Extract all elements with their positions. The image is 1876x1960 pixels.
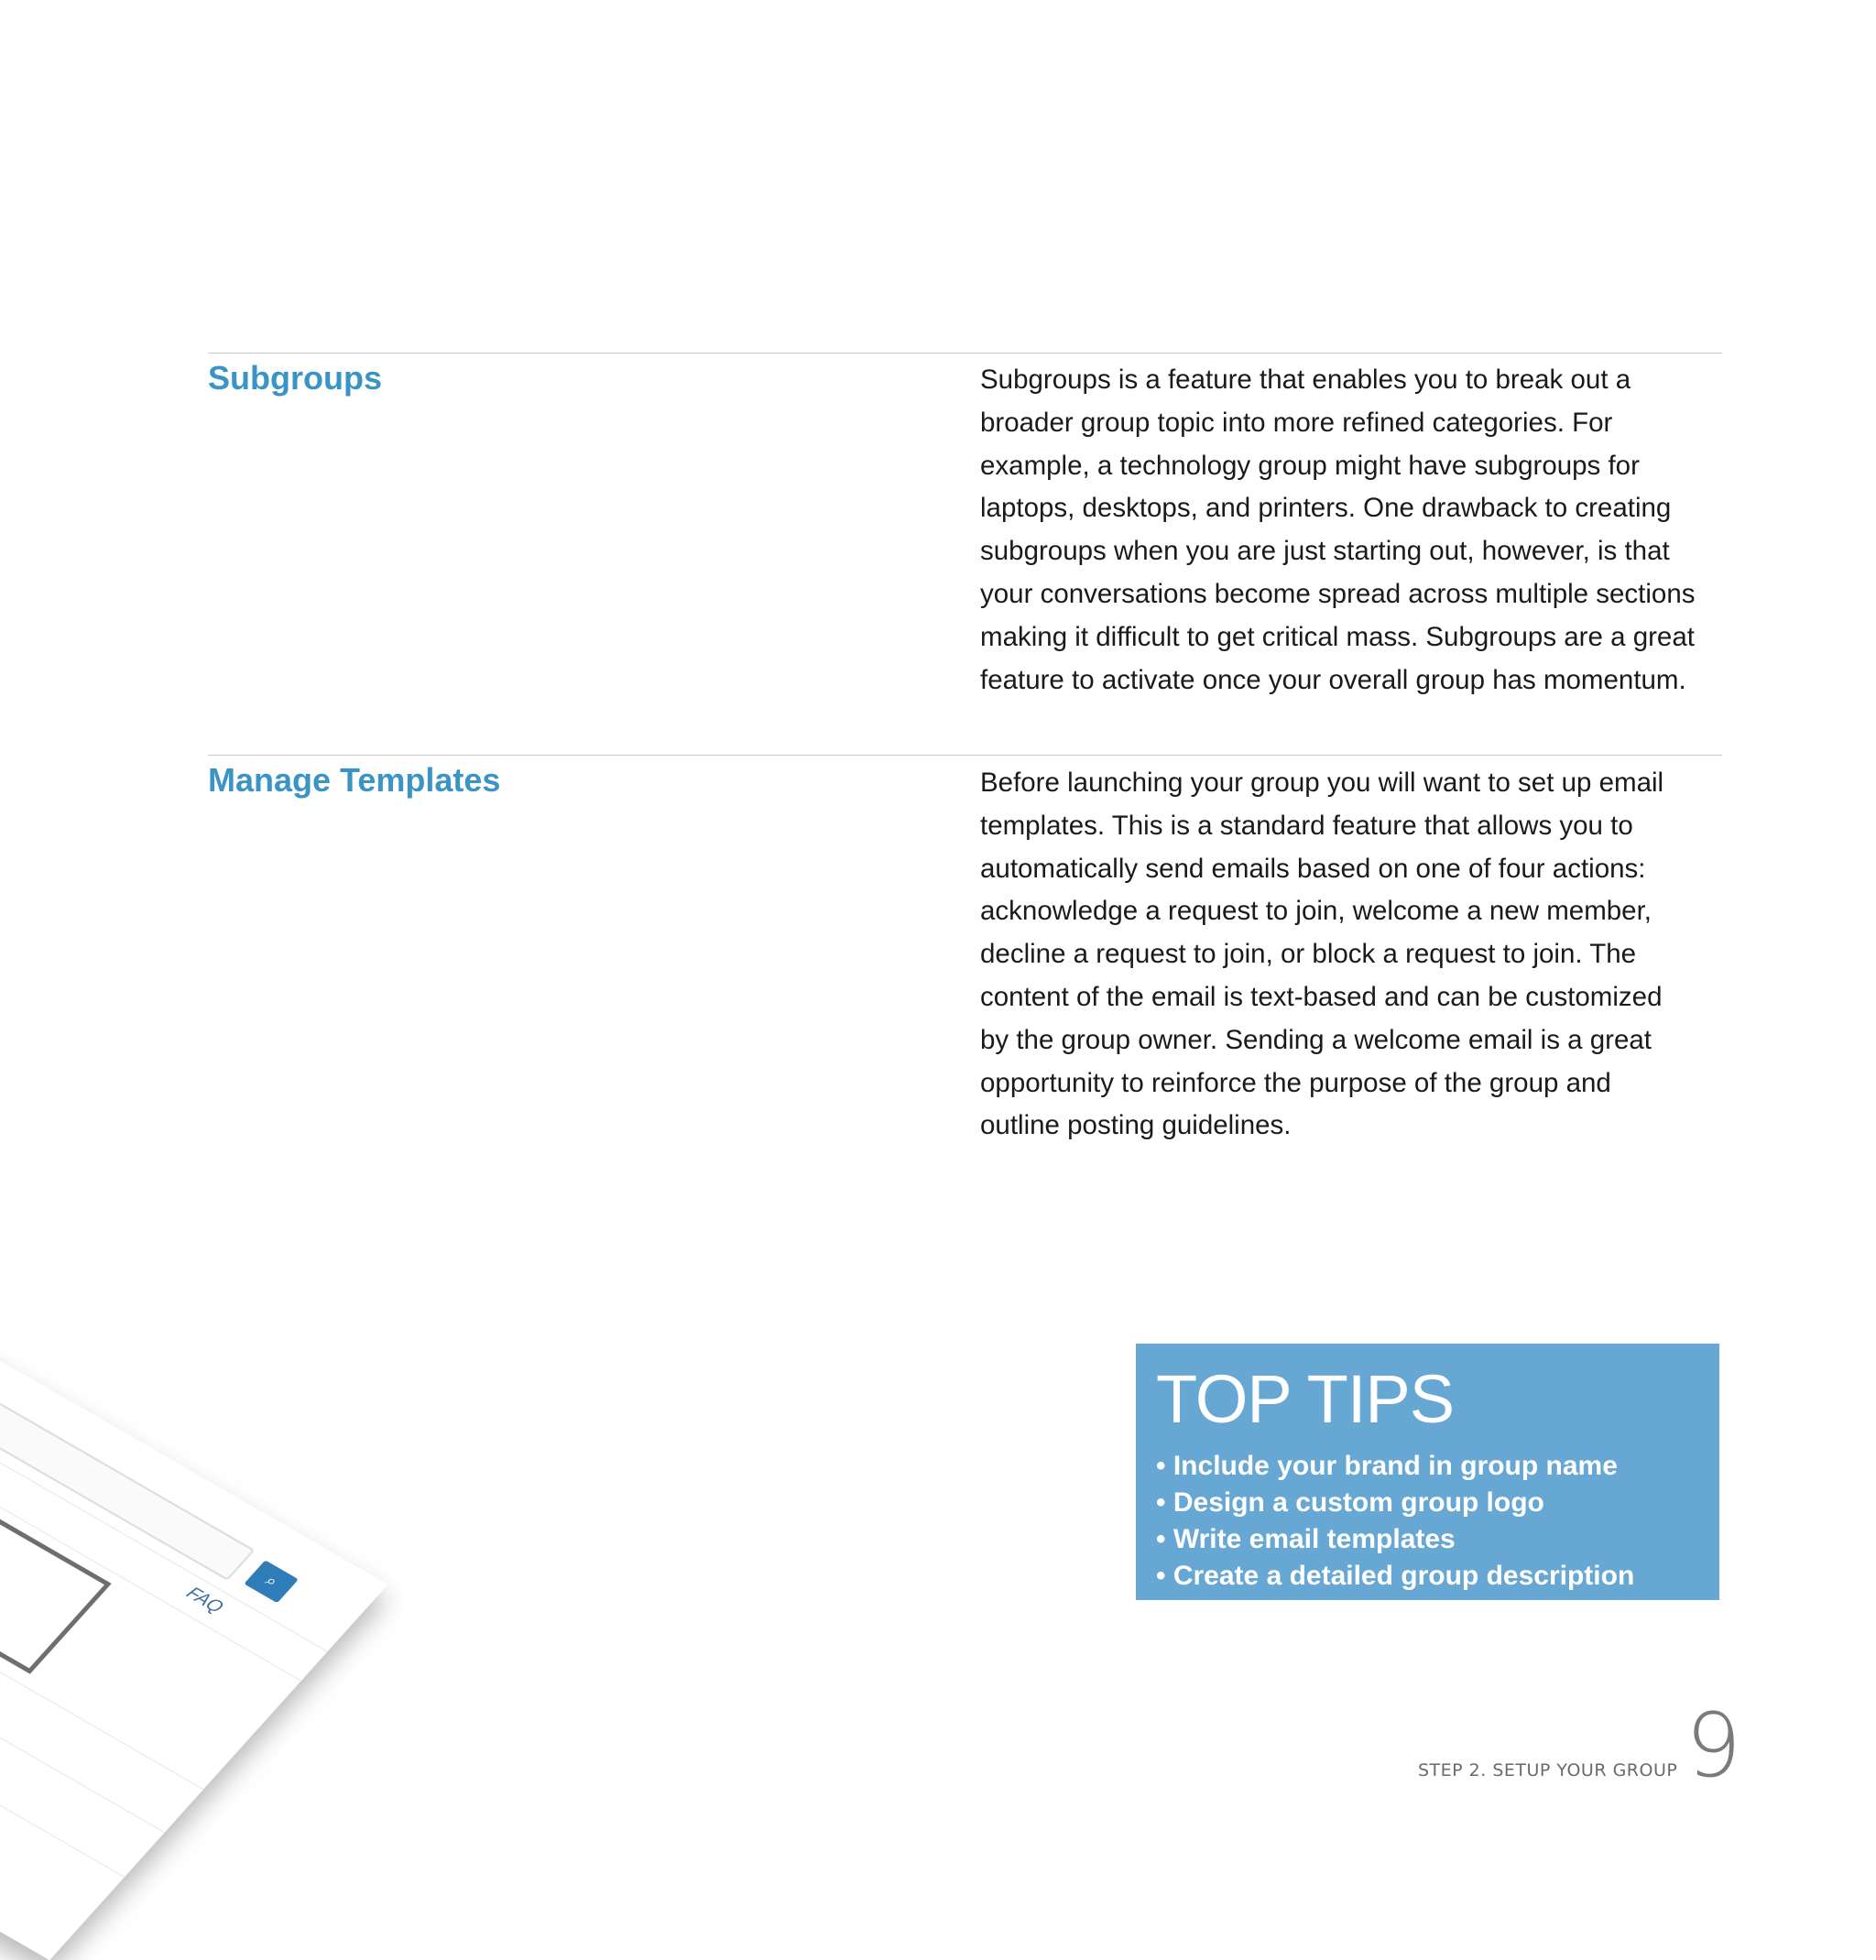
text-line: example, a technology group might have subgroups for (980, 450, 1640, 481)
heading-subgroups: Subgroups (208, 359, 382, 397)
page-number: 9 (1685, 1694, 1742, 1797)
screenshot-illustration (0, 1255, 388, 1946)
paragraph-subgroups (980, 359, 1731, 702)
mock-search-field (0, 1291, 255, 1580)
text-line: subgroups when you are just starting out, however, is that (980, 536, 1670, 567)
text-line: templates. This is a standard feature that allows you to (980, 810, 1633, 841)
top-tips-title: TOP TIPS (1156, 1361, 1455, 1437)
text-line: opportunity to reinforce the purpose of the group and (980, 1067, 1611, 1098)
text-line: acknowledge a request to join, welcome a new member, (980, 896, 1652, 927)
text-line: automatically send emails based on one of four actions: (980, 853, 1646, 884)
tip-item: • Include your brand in group name (1156, 1448, 1701, 1485)
top-tips-box (1136, 1344, 1719, 1600)
search-icon: ⌕ (244, 1560, 299, 1603)
text-line: Before launching your group you will want to set up email (980, 768, 1664, 798)
paragraph-manage-templates (980, 762, 1731, 1148)
text-line: decline a request to join, or block a request to join. The (980, 939, 1637, 970)
top-tips-list (1156, 1448, 1701, 1595)
tip-item: • Write email templates (1156, 1521, 1701, 1558)
tip-item: • Create a detailed group description (1156, 1558, 1701, 1595)
divider-subgroups (208, 353, 1722, 354)
text-line: making it difficult to get critical mass. Subgroups are a great (980, 621, 1695, 652)
footer-section-label: STEP 2. SETUP YOUR GROUP (1418, 1760, 1678, 1780)
text-line: content of the email is text-based and can be customized (980, 981, 1663, 1012)
text-line: your conversations become spread across multiple sections (980, 578, 1696, 609)
text-line: broader group topic into more refined categories. For (980, 407, 1613, 438)
text-line: Subgroups is a feature that enables you to break out a (980, 365, 1631, 395)
text-line: by the group owner. Sending a welcome email is a great (980, 1024, 1652, 1055)
text-line: feature to activate once your overall group has momentum. (980, 664, 1686, 695)
text-line: outline posting guidelines. (980, 1110, 1292, 1141)
text-line: laptops, desktops, and printers. One drawback to creating (980, 493, 1672, 524)
heading-manage-templates: Manage Templates (208, 761, 501, 799)
tip-item: • Design a custom group logo (1156, 1485, 1701, 1521)
mock-faq-link: FAQ (181, 1584, 228, 1617)
mock-highlight-box (0, 1341, 112, 1674)
divider-manage-templates (208, 755, 1722, 756)
screenshot-card (0, 1255, 388, 1960)
